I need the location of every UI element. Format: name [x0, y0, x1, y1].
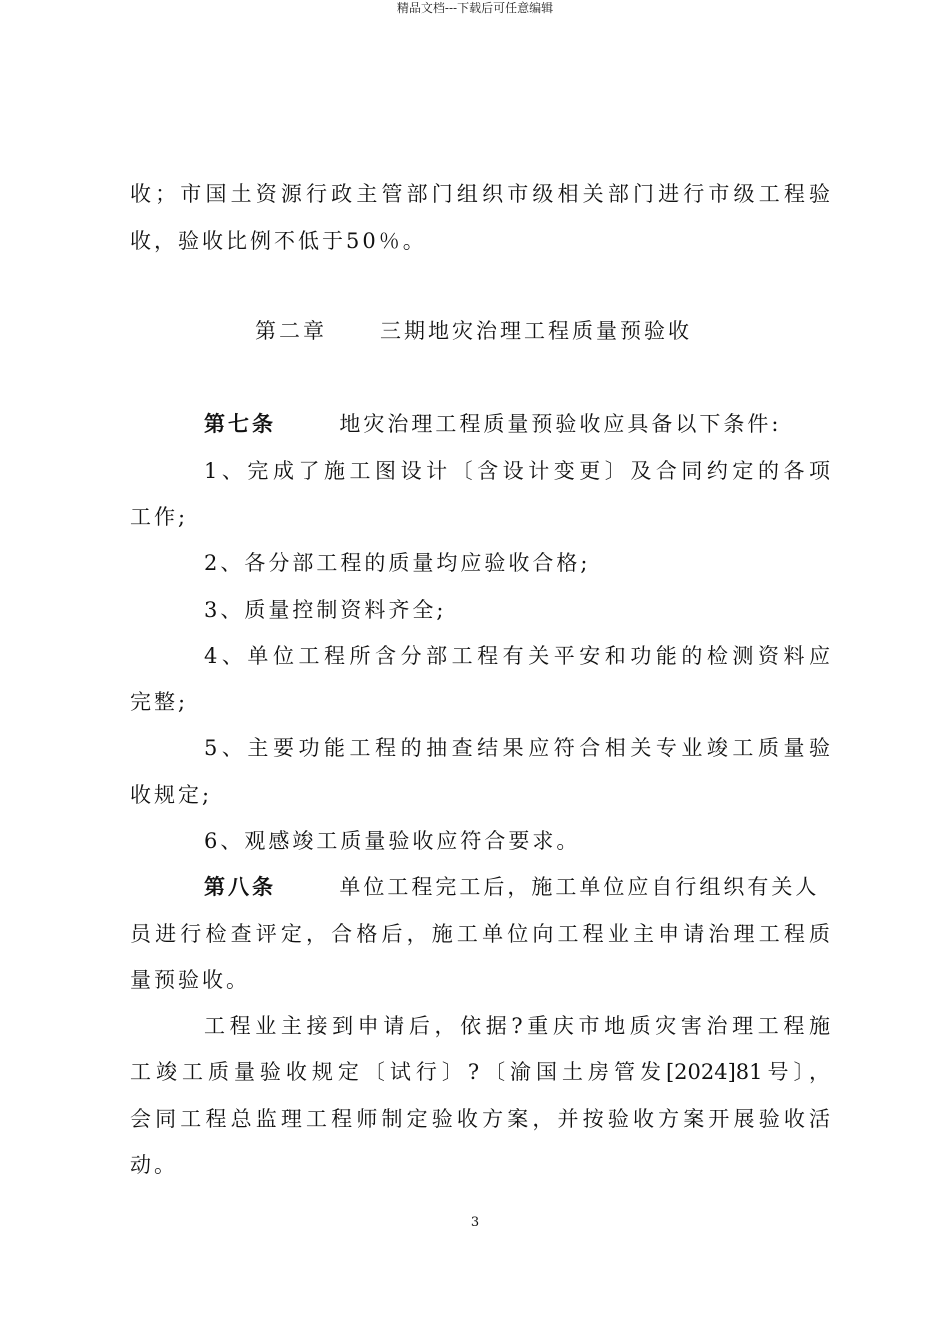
paragraph-line: 会同工程总监理工程师制定验收方案，并按验收方案开展验收活	[130, 1107, 830, 1131]
page-number: 3	[470, 1215, 480, 1230]
article-text: 单位工程完工后，施工单位应自行组织有关人	[339, 875, 820, 899]
paragraph-line: 收，验收比例不低于50％。	[130, 229, 427, 253]
list-item: 1、完成了施工图设计〔含设计变更〕及合同约定的各项	[204, 459, 830, 483]
article-label: 第八条	[204, 874, 276, 899]
paragraph-line: 收；市国土资源行政主管部门组织市级相关部门进行市级工程验	[130, 182, 830, 206]
paragraph-line: 量预验收。	[130, 968, 250, 992]
list-item: 2、各分部工程的质量均应验收合格;	[204, 551, 591, 575]
paragraph-line: 工作;	[130, 505, 189, 529]
list-item: 6、观感竣工质量验收应符合要求。	[204, 829, 581, 853]
page-header: 精品文档---下载后可任意编辑	[396, 1, 554, 15]
article-8	[204, 873, 830, 901]
chapter-title: 三期地灾治理工程质量预验收	[380, 319, 692, 343]
paragraph-line: 动。	[130, 1153, 178, 1177]
paragraph-line: 完整;	[130, 690, 189, 714]
article-label: 第七条	[204, 411, 276, 436]
paragraph-line: 工程业主接到申请后，依据?重庆市地质灾害治理工程施	[204, 1014, 830, 1038]
chapter-number: 第二章	[255, 319, 327, 343]
article-7	[204, 410, 830, 438]
list-item: 3、质量控制资料齐全;	[204, 598, 447, 622]
paragraph-line: 收规定;	[130, 783, 213, 807]
article-text: 地灾治理工程质量预验收应具备以下条件:	[339, 412, 782, 436]
list-item: 5、主要功能工程的抽查结果应符合相关专业竣工质量验	[204, 736, 830, 760]
list-item: 4、单位工程所含分部工程有关平安和功能的检测资料应	[204, 644, 830, 668]
paragraph-line: 员进行检查评定，合格后，施工单位向工程业主申请治理工程质	[130, 922, 830, 946]
paragraph-line: 工竣工质量验收规定〔试行〕?〔渝国土房管发[2024]81号〕，	[130, 1060, 830, 1084]
